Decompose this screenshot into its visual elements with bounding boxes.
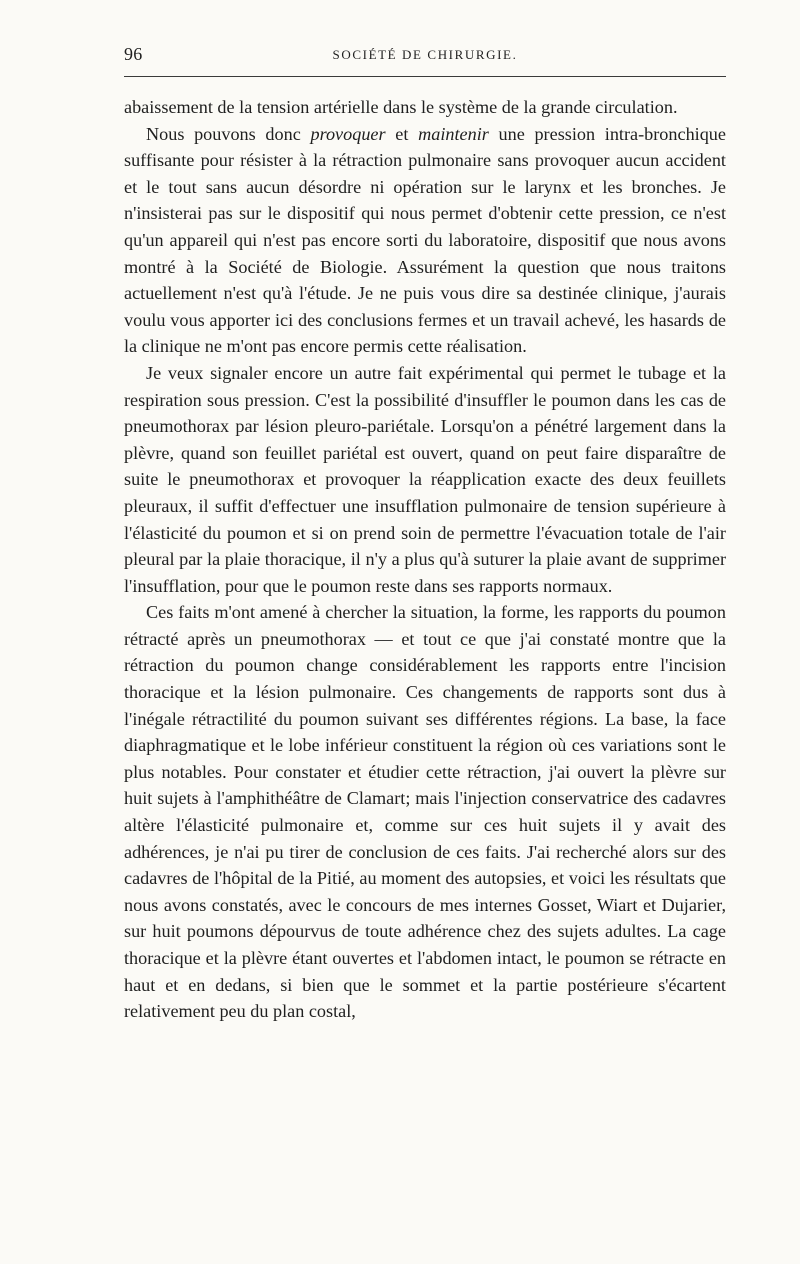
running-head: SOCIÉTÉ DE CHIRURGIE. [332, 47, 518, 62]
paragraph-2-start: Nous pouvons donc [146, 123, 311, 144]
paragraph-3: Je veux signaler encore un autre fait expérimental qui permet le tubage et la respiration sous pression. C'est la possibilité d'insuffler le poumon dans les cas de pneumothorax par lésion pleuro-pariétale. Lorsqu'on a pénétré largement dans la plèvre, quand son feuillet pariétal est ouvert, quand on peut faire disparaître de suite le pneumothorax et provoquer la réapplication exacte des deux feuillets pleuraux, il suffit d'effectuer une insufflation pulmonaire de tension supérieure à l'élasticité du poumon et si on prend soin de permettre l'évacuation totale de l'air pleural par la plaie thoracique, il n'y a plus qu'à suturer la plaie avant de supprimer l'insufflation, pour que le poumon reste dans ses rapports normaux. [124, 362, 726, 596]
paragraph-2-mid: et [385, 123, 419, 144]
paragraph-2-rest: une pression intra-bronchique suffisante pour résister à la rétraction pulmonaire sans provoquer aucun accident et le tout sans aucun désordre ni opération sur le larynx et les bronches. Je n'insisterai pas sur le dispositif qui nous permet d'obtenir cette pression, ce n'est qu'un appareil qui n'est pas encore sorti du laboratoire, dispositif que nous avons montré à la Société de Biologie. Assurément la question que nous traitons actuellement n'est qu'à l'étude. Je ne puis vous dire sa destinée clinique, j'aurais voulu vous apporter ici des conclusions fermes et un travail achevé, les hasards de la clinique ne m'ont pas encore permis cette réalisation. [124, 123, 726, 357]
paragraph-2 [124, 121, 726, 360]
page-number: 96 [124, 44, 143, 64]
paragraph-4: Ces faits m'ont amené à chercher la situation, la forme, les rapports du poumon rétracté après un pneumothorax — et tout ce que j'ai constaté montre que la rétraction du poumon change considérablement les rapports entre l'incision thoracique et la lésion pulmonaire. Ces changements de rapports sont dus à l'inégale rétractilité du poumon suivant ses différentes régions. La base, la face diaphragmatique et le lobe inférieur constituent la région où ces variations sont le plus notables. Pour constater et étudier cette rétraction, j'ai ouvert la plèvre sur huit sujets à l'amphithéâtre de Clamart; mais l'injection conservatrice des cadavres altère l'élasticité pulmonaire et, comme sur ces huit sujets il y avait des adhérences, je n'ai pu tirer de conclusion de ces faits. J'ai recherché alors sur des cadavres de l'hôpital de la Pitié, au moment des autopsies, et voici les résultats que nous avons constatés, avec le concours de mes internes Gosset, Wiart et Dujarier, sur huit poumons dépourvus de toute adhérence chez des sujets adultes. La cage thoracique et la plèvre étant ouvertes et l'abdomen intact, le poumon se rétracte en haut et en dedans, si bien que le sommet et la partie postérieure s'écartent relativement peu du plan costal, [124, 602, 726, 1022]
italic-maintenir: maintenir [418, 123, 489, 144]
header-rule [124, 76, 726, 77]
page-header [124, 40, 726, 74]
italic-provoquer: provoquer [310, 123, 386, 144]
body-text [124, 94, 726, 1025]
paragraph-1: abaissement de la tension artérielle dans le système de la grande circulation. [124, 97, 678, 117]
book-page [124, 40, 726, 1025]
